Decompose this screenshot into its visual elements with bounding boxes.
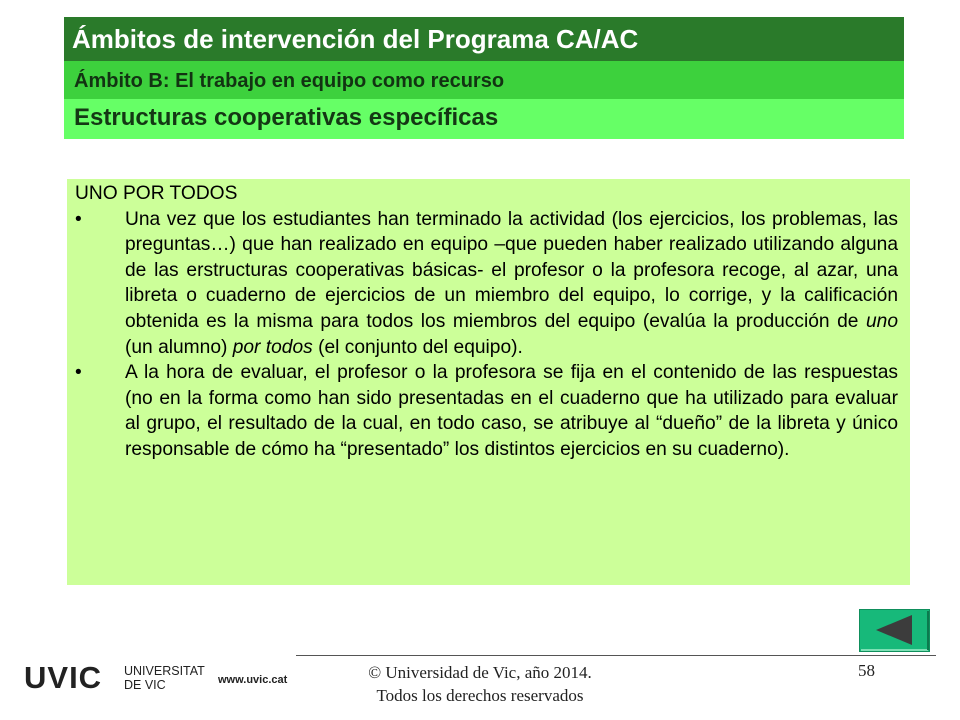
section-title: Estructuras cooperativas específicas (64, 99, 904, 139)
content-heading: UNO POR TODOS (75, 183, 238, 204)
page-number: 58 (858, 661, 875, 680)
svg-text:DE VIC: DE VIC (124, 678, 166, 692)
bullet-text-part: Una vez que los estudiantes han terminado la actividad (los ejercicios, los problemas, las preguntas…) que han realizado en equipo –que pueden haber realizado utilizando alguna de las erstructuras cooperativas básicas- el profesor o la profesora recoge, al azar, una libreta o cuaderno de ejercicios de un miembro del equipo, lo corrige, y la calificación obtenida es la misma para todos los miembros del equipo (evalúa la producción de (125, 208, 898, 332)
svg-text:UNIVERSITAT: UNIVERSITAT (124, 664, 205, 678)
copyright-line: © Universidad de Vic, año 2014. (368, 663, 592, 682)
bullet-item (75, 207, 898, 361)
bullet-text-part: (el conjunto del equipo). (312, 336, 523, 358)
bullet-marker: • (75, 208, 82, 230)
bullet-text (125, 207, 898, 361)
triangle-left-icon (859, 609, 930, 652)
bullet-text: A la hora de evaluar, el profesor o la profesora se fija en el contenido de las respuestas (no en la forma como han sido presentadas en el cuaderno que ha utilizado para evaluar al grupo, el resultado de la cual, en todo caso, se atribuye al “dueño” de la libreta y único responsable de cómo ha “presentado” los distintos ejercicios en su cuaderno). (125, 362, 898, 460)
footer-divider (296, 655, 936, 656)
bullet-item (75, 360, 898, 462)
bullet-text-part: (un alumno) (125, 336, 233, 358)
uvic-logo (24, 660, 214, 699)
content-box (67, 179, 910, 585)
copyright-notice (330, 661, 630, 707)
slide-title: Ámbitos de intervención del Programa CA/AC (64, 17, 904, 61)
copyright-line: Todos los derechos reservados (376, 686, 584, 705)
bullet-marker: • (75, 362, 82, 384)
slide-subtitle: Ámbito B: El trabajo en equipo como recurso (64, 61, 904, 99)
footer-url[interactable]: www.uvic.cat (218, 674, 288, 686)
emphasis-por-todos: por todos (232, 336, 313, 358)
emphasis-uno: uno (865, 310, 898, 332)
back-button[interactable] (859, 609, 930, 652)
svg-text:UVIC: UVIC (24, 660, 103, 694)
